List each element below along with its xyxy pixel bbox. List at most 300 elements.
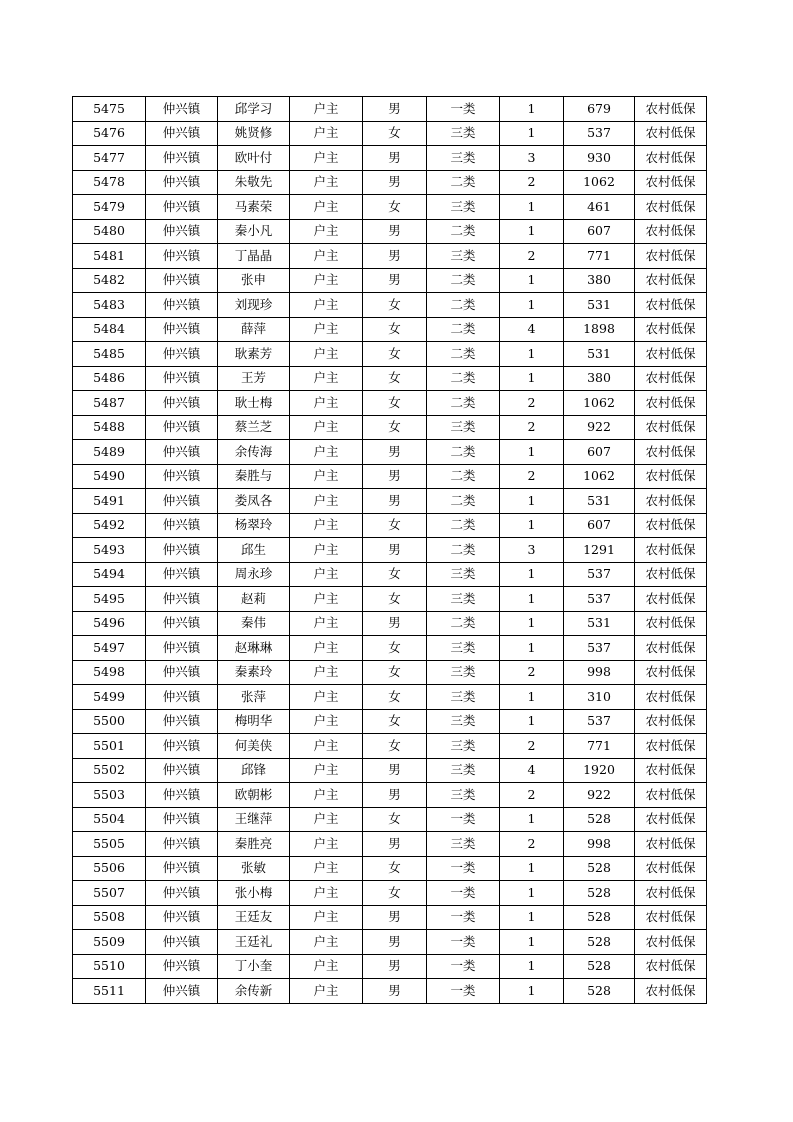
household-size-cell: 1 (500, 881, 564, 906)
table-row (73, 636, 707, 661)
category-cell: 二类 (427, 219, 500, 244)
gender-cell: 女 (363, 856, 427, 881)
gender-cell: 女 (363, 513, 427, 538)
gender-cell: 男 (363, 268, 427, 293)
town-cell: 仲兴镇 (146, 611, 218, 636)
gender-cell: 男 (363, 440, 427, 465)
table-row (73, 513, 707, 538)
name-cell: 余传海 (218, 440, 290, 465)
amount-cell: 771 (564, 734, 635, 759)
amount-cell: 528 (564, 881, 635, 906)
amount-cell: 531 (564, 342, 635, 367)
serial-number-cell: 5479 (73, 195, 146, 220)
serial-number-cell: 5510 (73, 954, 146, 979)
table-row (73, 219, 707, 244)
gender-cell: 男 (363, 489, 427, 514)
role-cell: 户主 (290, 783, 363, 808)
category-cell: 三类 (427, 709, 500, 734)
serial-number-cell: 5476 (73, 121, 146, 146)
household-size-cell: 1 (500, 293, 564, 318)
amount-cell: 528 (564, 905, 635, 930)
serial-number-cell: 5502 (73, 758, 146, 783)
assistance-type-cell: 农村低保 (635, 954, 707, 979)
category-cell: 一类 (427, 905, 500, 930)
name-cell: 秦小凡 (218, 219, 290, 244)
name-cell: 丁小奎 (218, 954, 290, 979)
table-row (73, 685, 707, 710)
town-cell: 仲兴镇 (146, 440, 218, 465)
name-cell: 邱生 (218, 538, 290, 563)
amount-cell: 1062 (564, 391, 635, 416)
amount-cell: 607 (564, 440, 635, 465)
town-cell: 仲兴镇 (146, 464, 218, 489)
gender-cell: 男 (363, 244, 427, 269)
gender-cell: 男 (363, 930, 427, 955)
category-cell: 三类 (427, 195, 500, 220)
category-cell: 二类 (427, 342, 500, 367)
household-size-cell: 3 (500, 538, 564, 563)
category-cell: 二类 (427, 366, 500, 391)
category-cell: 三类 (427, 783, 500, 808)
town-cell: 仲兴镇 (146, 807, 218, 832)
role-cell: 户主 (290, 121, 363, 146)
town-cell: 仲兴镇 (146, 709, 218, 734)
name-cell: 耿素芳 (218, 342, 290, 367)
household-size-cell: 2 (500, 783, 564, 808)
household-size-cell: 1 (500, 709, 564, 734)
household-size-cell: 3 (500, 146, 564, 171)
name-cell: 耿士梅 (218, 391, 290, 416)
name-cell: 秦伟 (218, 611, 290, 636)
gender-cell: 男 (363, 611, 427, 636)
role-cell: 户主 (290, 464, 363, 489)
category-cell: 三类 (427, 587, 500, 612)
household-size-cell: 1 (500, 513, 564, 538)
role-cell: 户主 (290, 440, 363, 465)
amount-cell: 310 (564, 685, 635, 710)
assistance-type-cell: 农村低保 (635, 170, 707, 195)
role-cell: 户主 (290, 856, 363, 881)
name-cell: 余传新 (218, 979, 290, 1004)
gender-cell: 男 (363, 219, 427, 244)
name-cell: 王芳 (218, 366, 290, 391)
serial-number-cell: 5497 (73, 636, 146, 661)
amount-cell: 380 (564, 268, 635, 293)
name-cell: 梅明华 (218, 709, 290, 734)
role-cell: 户主 (290, 930, 363, 955)
category-cell: 二类 (427, 391, 500, 416)
role-cell: 户主 (290, 832, 363, 857)
amount-cell: 607 (564, 513, 635, 538)
amount-cell: 679 (564, 97, 635, 122)
amount-cell: 537 (564, 709, 635, 734)
category-cell: 一类 (427, 930, 500, 955)
gender-cell: 女 (363, 660, 427, 685)
table-row (73, 342, 707, 367)
gender-cell: 男 (363, 832, 427, 857)
gender-cell: 女 (363, 709, 427, 734)
amount-cell: 528 (564, 979, 635, 1004)
town-cell: 仲兴镇 (146, 734, 218, 759)
amount-cell: 528 (564, 930, 635, 955)
category-cell: 三类 (427, 636, 500, 661)
name-cell: 朱敬先 (218, 170, 290, 195)
serial-number-cell: 5499 (73, 685, 146, 710)
category-cell: 三类 (427, 146, 500, 171)
town-cell: 仲兴镇 (146, 146, 218, 171)
role-cell: 户主 (290, 391, 363, 416)
category-cell: 二类 (427, 317, 500, 342)
household-size-cell: 2 (500, 660, 564, 685)
table-row (73, 832, 707, 857)
gender-cell: 女 (363, 342, 427, 367)
serial-number-cell: 5482 (73, 268, 146, 293)
table-row (73, 464, 707, 489)
town-cell: 仲兴镇 (146, 783, 218, 808)
role-cell: 户主 (290, 758, 363, 783)
assistance-type-cell: 农村低保 (635, 513, 707, 538)
gender-cell: 女 (363, 685, 427, 710)
serial-number-cell: 5495 (73, 587, 146, 612)
table-row (73, 758, 707, 783)
gender-cell: 男 (363, 905, 427, 930)
amount-cell: 528 (564, 807, 635, 832)
assistance-type-cell: 农村低保 (635, 783, 707, 808)
category-cell: 一类 (427, 807, 500, 832)
name-cell: 张申 (218, 268, 290, 293)
serial-number-cell: 5493 (73, 538, 146, 563)
assistance-type-cell: 农村低保 (635, 244, 707, 269)
amount-cell: 528 (564, 954, 635, 979)
gender-cell: 女 (363, 587, 427, 612)
assistance-type-cell: 农村低保 (635, 464, 707, 489)
name-cell: 周永珍 (218, 562, 290, 587)
name-cell: 刘现珍 (218, 293, 290, 318)
household-size-cell: 2 (500, 244, 564, 269)
assistance-type-cell: 农村低保 (635, 758, 707, 783)
assistance-type-cell: 农村低保 (635, 293, 707, 318)
amount-cell: 998 (564, 660, 635, 685)
assistance-type-cell: 农村低保 (635, 342, 707, 367)
gender-cell: 女 (363, 293, 427, 318)
role-cell: 户主 (290, 342, 363, 367)
category-cell: 一类 (427, 881, 500, 906)
table-row (73, 195, 707, 220)
name-cell: 秦胜亮 (218, 832, 290, 857)
assistance-type-cell: 农村低保 (635, 538, 707, 563)
town-cell: 仲兴镇 (146, 293, 218, 318)
assistance-type-cell: 农村低保 (635, 636, 707, 661)
household-size-cell: 1 (500, 342, 564, 367)
serial-number-cell: 5485 (73, 342, 146, 367)
household-size-cell: 1 (500, 97, 564, 122)
gender-cell: 男 (363, 538, 427, 563)
table-row (73, 954, 707, 979)
category-cell: 三类 (427, 758, 500, 783)
town-cell: 仲兴镇 (146, 685, 218, 710)
serial-number-cell: 5483 (73, 293, 146, 318)
gender-cell: 女 (363, 807, 427, 832)
town-cell: 仲兴镇 (146, 930, 218, 955)
serial-number-cell: 5506 (73, 856, 146, 881)
role-cell: 户主 (290, 244, 363, 269)
name-cell: 秦素玲 (218, 660, 290, 685)
name-cell: 王廷友 (218, 905, 290, 930)
name-cell: 王继萍 (218, 807, 290, 832)
serial-number-cell: 5487 (73, 391, 146, 416)
table-row (73, 170, 707, 195)
role-cell: 户主 (290, 709, 363, 734)
assistance-type-cell: 农村低保 (635, 734, 707, 759)
category-cell: 二类 (427, 464, 500, 489)
table-row (73, 856, 707, 881)
assistance-type-cell: 农村低保 (635, 366, 707, 391)
amount-cell: 922 (564, 783, 635, 808)
table-row (73, 611, 707, 636)
serial-number-cell: 5488 (73, 415, 146, 440)
amount-cell: 1062 (564, 170, 635, 195)
serial-number-cell: 5486 (73, 366, 146, 391)
assistance-type-cell: 农村低保 (635, 807, 707, 832)
role-cell: 户主 (290, 587, 363, 612)
town-cell: 仲兴镇 (146, 317, 218, 342)
household-size-cell: 1 (500, 366, 564, 391)
category-cell: 三类 (427, 685, 500, 710)
role-cell: 户主 (290, 538, 363, 563)
household-size-cell: 2 (500, 734, 564, 759)
household-size-cell: 2 (500, 464, 564, 489)
table-row (73, 317, 707, 342)
serial-number-cell: 5480 (73, 219, 146, 244)
role-cell: 户主 (290, 685, 363, 710)
amount-cell: 771 (564, 244, 635, 269)
household-size-cell: 1 (500, 219, 564, 244)
gender-cell: 女 (363, 636, 427, 661)
table-row (73, 293, 707, 318)
relief-roster-table (72, 96, 707, 1004)
category-cell: 一类 (427, 856, 500, 881)
town-cell: 仲兴镇 (146, 881, 218, 906)
household-size-cell: 1 (500, 685, 564, 710)
assistance-type-cell: 农村低保 (635, 391, 707, 416)
amount-cell: 531 (564, 611, 635, 636)
serial-number-cell: 5491 (73, 489, 146, 514)
serial-number-cell: 5507 (73, 881, 146, 906)
gender-cell: 男 (363, 464, 427, 489)
table-row (73, 807, 707, 832)
household-size-cell: 4 (500, 317, 564, 342)
household-size-cell: 1 (500, 905, 564, 930)
name-cell: 张敏 (218, 856, 290, 881)
household-size-cell: 1 (500, 121, 564, 146)
assistance-type-cell: 农村低保 (635, 930, 707, 955)
assistance-type-cell: 农村低保 (635, 268, 707, 293)
serial-number-cell: 5484 (73, 317, 146, 342)
gender-cell: 男 (363, 783, 427, 808)
role-cell: 户主 (290, 97, 363, 122)
serial-number-cell: 5477 (73, 146, 146, 171)
serial-number-cell: 5504 (73, 807, 146, 832)
gender-cell: 女 (363, 391, 427, 416)
assistance-type-cell: 农村低保 (635, 317, 707, 342)
role-cell: 户主 (290, 660, 363, 685)
amount-cell: 1898 (564, 317, 635, 342)
household-size-cell: 2 (500, 170, 564, 195)
town-cell: 仲兴镇 (146, 121, 218, 146)
town-cell: 仲兴镇 (146, 979, 218, 1004)
name-cell: 王廷礼 (218, 930, 290, 955)
amount-cell: 537 (564, 587, 635, 612)
town-cell: 仲兴镇 (146, 660, 218, 685)
gender-cell: 男 (363, 758, 427, 783)
name-cell: 何美侠 (218, 734, 290, 759)
name-cell: 娄凤各 (218, 489, 290, 514)
table-row (73, 244, 707, 269)
name-cell: 丁晶晶 (218, 244, 290, 269)
name-cell: 姚贤修 (218, 121, 290, 146)
name-cell: 张萍 (218, 685, 290, 710)
assistance-type-cell: 农村低保 (635, 219, 707, 244)
serial-number-cell: 5478 (73, 170, 146, 195)
category-cell: 三类 (427, 415, 500, 440)
household-size-cell: 2 (500, 832, 564, 857)
table-row (73, 121, 707, 146)
role-cell: 户主 (290, 170, 363, 195)
role-cell: 户主 (290, 317, 363, 342)
role-cell: 户主 (290, 195, 363, 220)
category-cell: 三类 (427, 734, 500, 759)
household-size-cell: 1 (500, 611, 564, 636)
serial-number-cell: 5494 (73, 562, 146, 587)
gender-cell: 女 (363, 366, 427, 391)
role-cell: 户主 (290, 611, 363, 636)
table-row (73, 905, 707, 930)
table-row (73, 881, 707, 906)
household-size-cell: 4 (500, 758, 564, 783)
serial-number-cell: 5492 (73, 513, 146, 538)
household-size-cell: 1 (500, 587, 564, 612)
gender-cell: 女 (363, 195, 427, 220)
category-cell: 三类 (427, 660, 500, 685)
amount-cell: 531 (564, 489, 635, 514)
table-row (73, 146, 707, 171)
town-cell: 仲兴镇 (146, 415, 218, 440)
serial-number-cell: 5498 (73, 660, 146, 685)
assistance-type-cell: 农村低保 (635, 440, 707, 465)
name-cell: 赵莉 (218, 587, 290, 612)
assistance-type-cell: 农村低保 (635, 97, 707, 122)
table-row (73, 366, 707, 391)
category-cell: 三类 (427, 244, 500, 269)
town-cell: 仲兴镇 (146, 268, 218, 293)
role-cell: 户主 (290, 905, 363, 930)
table-row (73, 660, 707, 685)
category-cell: 二类 (427, 440, 500, 465)
role-cell: 户主 (290, 979, 363, 1004)
gender-cell: 女 (363, 415, 427, 440)
serial-number-cell: 5500 (73, 709, 146, 734)
gender-cell: 女 (363, 562, 427, 587)
town-cell: 仲兴镇 (146, 97, 218, 122)
gender-cell: 男 (363, 979, 427, 1004)
assistance-type-cell: 农村低保 (635, 660, 707, 685)
serial-number-cell: 5505 (73, 832, 146, 857)
town-cell: 仲兴镇 (146, 636, 218, 661)
household-size-cell: 1 (500, 440, 564, 465)
serial-number-cell: 5489 (73, 440, 146, 465)
role-cell: 户主 (290, 881, 363, 906)
assistance-type-cell: 农村低保 (635, 195, 707, 220)
assistance-type-cell: 农村低保 (635, 146, 707, 171)
assistance-type-cell: 农村低保 (635, 979, 707, 1004)
assistance-type-cell: 农村低保 (635, 832, 707, 857)
household-size-cell: 1 (500, 489, 564, 514)
category-cell: 三类 (427, 832, 500, 857)
name-cell: 欧朝彬 (218, 783, 290, 808)
household-size-cell: 1 (500, 195, 564, 220)
amount-cell: 380 (564, 366, 635, 391)
town-cell: 仲兴镇 (146, 832, 218, 857)
town-cell: 仲兴镇 (146, 244, 218, 269)
name-cell: 邱锋 (218, 758, 290, 783)
assistance-type-cell: 农村低保 (635, 881, 707, 906)
category-cell: 一类 (427, 97, 500, 122)
amount-cell: 607 (564, 219, 635, 244)
role-cell: 户主 (290, 146, 363, 171)
town-cell: 仲兴镇 (146, 366, 218, 391)
assistance-type-cell: 农村低保 (635, 709, 707, 734)
town-cell: 仲兴镇 (146, 954, 218, 979)
category-cell: 二类 (427, 538, 500, 563)
serial-number-cell: 5490 (73, 464, 146, 489)
amount-cell: 537 (564, 121, 635, 146)
amount-cell: 1291 (564, 538, 635, 563)
amount-cell: 461 (564, 195, 635, 220)
town-cell: 仲兴镇 (146, 391, 218, 416)
amount-cell: 528 (564, 856, 635, 881)
category-cell: 三类 (427, 121, 500, 146)
table-row (73, 268, 707, 293)
assistance-type-cell: 农村低保 (635, 489, 707, 514)
town-cell: 仲兴镇 (146, 758, 218, 783)
assistance-type-cell: 农村低保 (635, 121, 707, 146)
serial-number-cell: 5509 (73, 930, 146, 955)
assistance-type-cell: 农村低保 (635, 611, 707, 636)
category-cell: 二类 (427, 293, 500, 318)
household-size-cell: 1 (500, 856, 564, 881)
name-cell: 欧叶付 (218, 146, 290, 171)
table-row (73, 391, 707, 416)
name-cell: 秦胜与 (218, 464, 290, 489)
household-size-cell: 1 (500, 930, 564, 955)
amount-cell: 1062 (564, 464, 635, 489)
role-cell: 户主 (290, 636, 363, 661)
amount-cell: 930 (564, 146, 635, 171)
household-size-cell: 1 (500, 979, 564, 1004)
town-cell: 仲兴镇 (146, 587, 218, 612)
household-size-cell: 1 (500, 954, 564, 979)
amount-cell: 537 (564, 562, 635, 587)
table-row (73, 979, 707, 1004)
gender-cell: 女 (363, 317, 427, 342)
serial-number-cell: 5481 (73, 244, 146, 269)
assistance-type-cell: 农村低保 (635, 415, 707, 440)
household-size-cell: 2 (500, 415, 564, 440)
role-cell: 户主 (290, 562, 363, 587)
assistance-type-cell: 农村低保 (635, 905, 707, 930)
amount-cell: 998 (564, 832, 635, 857)
town-cell: 仲兴镇 (146, 219, 218, 244)
